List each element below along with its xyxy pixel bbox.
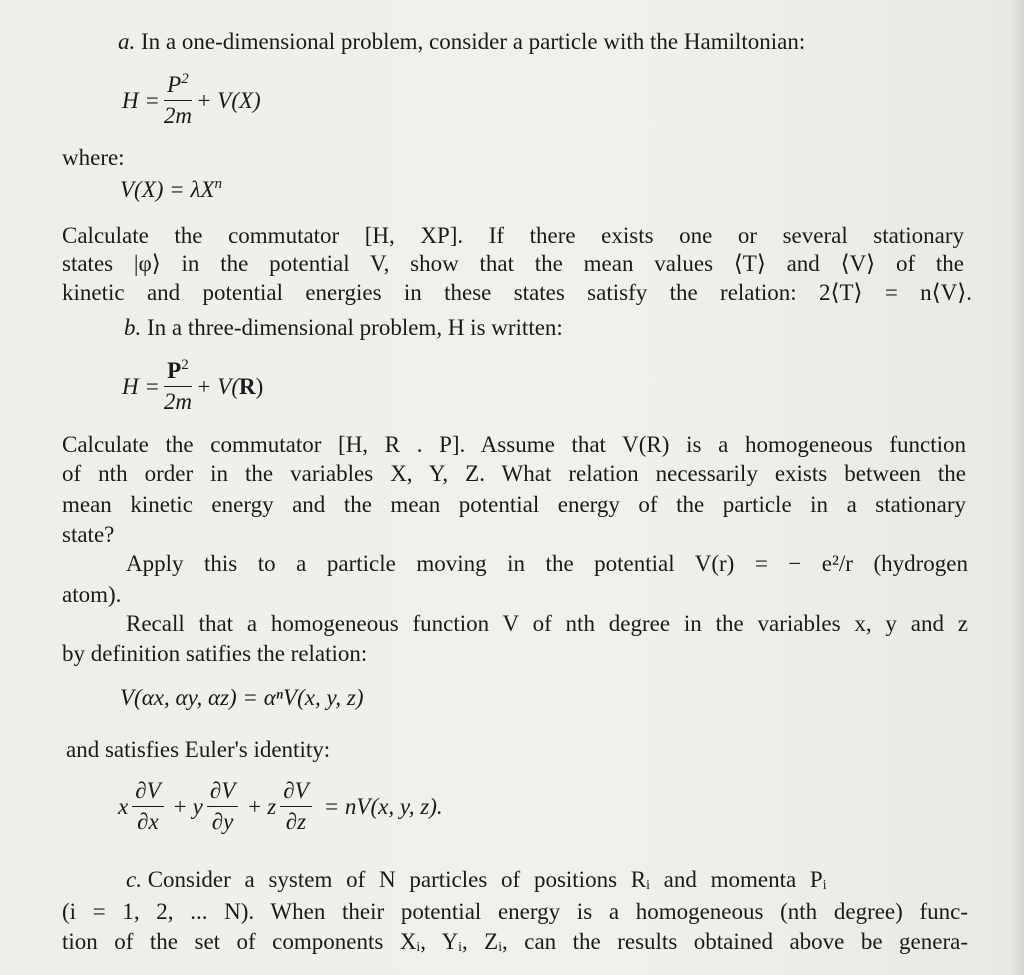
euler-frac-z-num: ∂V (280, 778, 311, 807)
hamiltonian-3d (122, 358, 263, 415)
part-a-para-line-1: Calculate the commutator [H, XP]. If there exists one or several stationary (62, 223, 964, 248)
part-c-line-1 (126, 868, 968, 891)
part-b-line-1: Calculate the commutator [H, R . P]. Assume that V(R) is a homogeneous function (62, 432, 966, 457)
part-c-line-2: (i = 1, 2, ... N). When their potential energy is a homogeneous (nth degree) func- (62, 899, 968, 924)
euler-frac-x (132, 778, 163, 835)
hamiltonian-1d (122, 72, 261, 129)
part-c-label: c. (126, 867, 142, 892)
part-a-para-line-3: kinetic and potential energies in these states satisfy the relation: 2⟨T⟩ = n⟨V⟩. (62, 280, 972, 305)
eq-b-rhs-b: ) (255, 373, 264, 399)
part-b-line-3: mean kinetic energy and the mean potential energy of the particle in a stationary (62, 492, 966, 517)
part-b-line-4: state? (62, 522, 115, 547)
part-a-intro: In a one-dimensional problem, consider a particle with the Hamiltonian: (141, 29, 806, 54)
euler-frac-z-den: ∂z (285, 809, 307, 834)
apply-line-2: atom). (62, 582, 122, 607)
eq-b-lhs: H = (122, 373, 160, 399)
page-edge-shadow (1010, 0, 1024, 975)
part-a-para-line-2: states |φ⟩ in the potential V, show that the mean values ⟨T⟩ and ⟨V⟩ of the (62, 251, 964, 276)
part-b-intro: In a three-dimensional problem, H is written: (147, 315, 563, 340)
part-b-label: b. (124, 315, 142, 340)
potential-eq: $V(X) = \lambda X^n$ (120, 176, 222, 202)
eq1-den: 2m (163, 103, 193, 128)
euler-rhs: = nV(x, y, z). (323, 793, 443, 819)
eq1-lhs: H = (122, 87, 160, 113)
eq-b-rhs-bold: R (239, 373, 256, 399)
eq-b-fraction: $\frac{P^2}{2m}$ (163, 357, 193, 414)
euler-frac-y-den: ∂y (211, 809, 234, 834)
part-b-line-2: of nth order in the variables X, Y, Z. What relation necessarily exists between the (62, 461, 966, 486)
euler-identity: x $\frac{\partial V}{\partial x}$ + y $\frac{\partial V}{\partial y}$ + z $\frac{\partial V}{\partial z}$ = nV(x, y, z). (118, 778, 443, 834)
euler-frac-x-num: ∂V (132, 778, 163, 807)
homogeneous-eq: V(αx, αy, αz) = αⁿV(x, y, z) (120, 685, 364, 710)
eq1-num: P (167, 72, 182, 97)
euler-frac-y (207, 778, 238, 835)
euler-frac-y-num: ∂V (207, 778, 238, 807)
eq1-fraction: $\frac{P^2}{2m}$ (163, 71, 193, 128)
eq-b-den: 2m (163, 389, 193, 414)
recall-line-2: by definition satifies the relation: (62, 641, 368, 666)
eq-b-num: P (167, 358, 182, 383)
recall-line-1: Recall that a homogeneous function V of nth degree in the variables x, y and z (126, 611, 968, 636)
part-c-line-3: tion of the set of components Xᵢ, Yᵢ, Zᵢ, can the results obtained above be genera- (62, 929, 968, 954)
part-b-heading (124, 316, 563, 339)
part-a-label: a. (118, 29, 136, 54)
part-a-heading (118, 30, 805, 53)
apply-line-1: Apply this to a particle moving in the potential V(r) = − e²/r (hydrogen (126, 551, 968, 576)
euler-frac-z (280, 778, 311, 835)
euler-intro: and satisfies Euler's identity: (66, 737, 331, 762)
eq1-rhs: + V(X) (196, 87, 261, 113)
part-c-line-1-text: Consider a system of N particles of positions Rᵢ and momenta Pᵢ (147, 867, 827, 892)
eq-b-rhs-a: + V( (196, 373, 239, 399)
euler-frac-x-den: ∂x (137, 809, 159, 834)
where-label: where: (62, 145, 125, 170)
potential-eq-text: V(X) = λX (120, 177, 215, 202)
